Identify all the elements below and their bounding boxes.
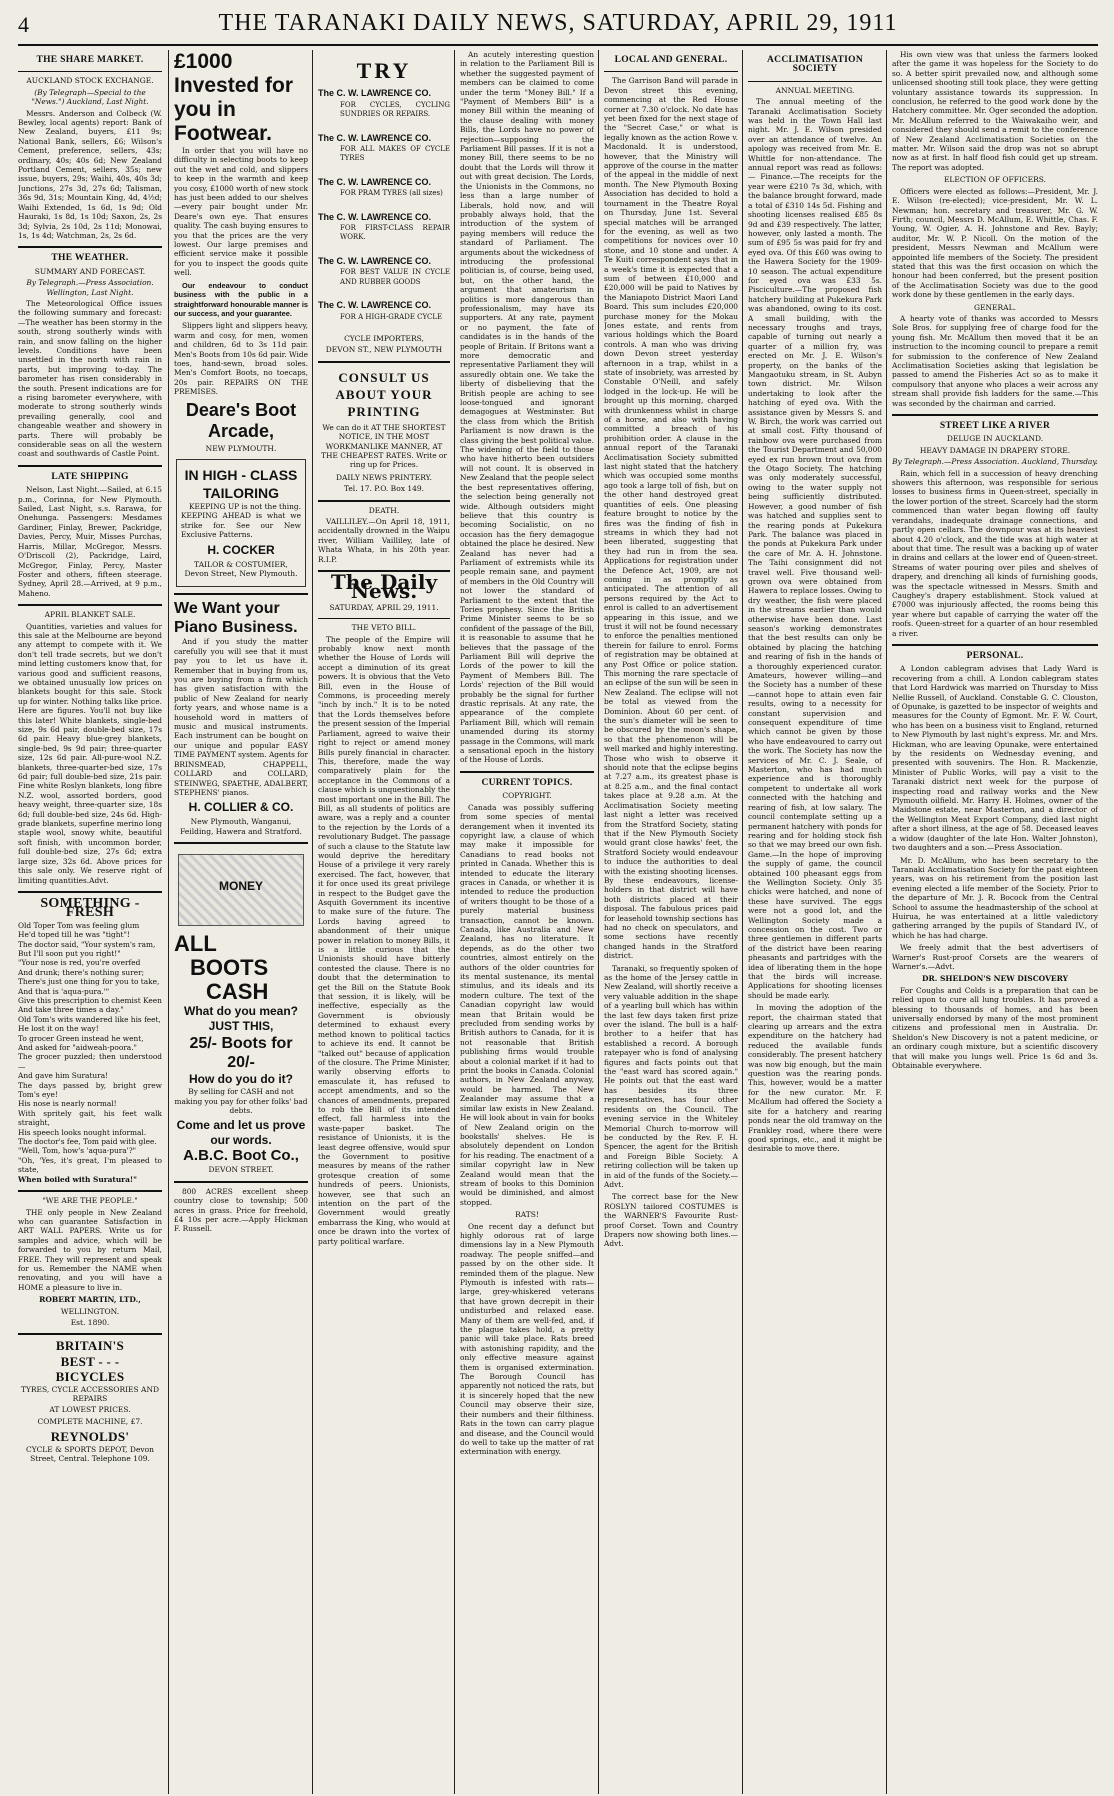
lawrence-name: The C. W. LAWRENCE CO. <box>318 300 432 311</box>
machine-line: COMPLETE MACHINE, £7. <box>37 1416 143 1426</box>
verse-line: And take three times a day." <box>18 1005 124 1015</box>
acclimatisation-body: The annual meeting of the Taranaki Acclimatisation Society was held in the Town Hall last night. Mr. J. E. Wilson presided over an attendance of twelve. An apology was received from Mr. E. Whittle for non-attendance. The annual report was read as follows:— Finance.—The receipts for the year were £210 7s 3d, which, with the balance brought forward, made a total of £310 14s 5d. Fishing and shooting licenses realised £85 8s 9d and £39 respectively. The latter, however, only lasted a month. The sum of £95 5s was paid for fry and eyed ova. Of this £60 was owing to the Hawera Society for the 1909-10 season. The actual expenditure for eyed ova was £33 5s. Pisciculture.—The proposed fish hatchery building at Pukekura Park was abandoned, owing to its cost. A small building, with the necessary troughs and trays, capable of turning out nearly a quarter of a million fry, was erected on Mr. J. E. Wilson's property, on the banks of the Mangaotuku stream, in St. Aubyn town district. Mr. Wilson undertaking to look after the hatching of eyed ova. With the assistance given by Messrs S. and W. Birch, the work was carried out at small cost. Fifty thousand of rainbow ova were purchased from the Tourist Department and 50,000 eyed ex run brown trout ova from the Otago Society. The hatching was only moderately successful, owing to the water supply not being sufficiently distributed. However, a good number of fish was hatched and supplies sent to the rearing ponds at Pukekura Park. The balance was placed in the ponds at Pukekura Park under the care of Mr. A. H. Johnstone. The Taihi consignment did not travel well. Five thousand well-grown ova were obtained from Hawera to replace losses. Owing to dry weather, the fish were placed in the streams earlier than would otherwise have been done. Last season's working demonstrates that the best results can only be obtained by placing the hatching and rearing of fish in the hands of a thoroughly experienced curator. Amateurs, however willing—and the Society has a number of these—cannot hope to attain even fair results, owing to a necessity for constant supervision and consequent expenditure of time which cannot be given by those who have endeavoured to carry out the work. The Society has now the services of Mr. C. J. Seale, of Masterton, who has had much experience and is thoroughly competent to undertake all work connected with the hatching and rearing of fish, at low salary. The council contemplate setting up a permanent hatchery with ponds for rearing and for holding stock fish so that we may breed our own fish. Game.—In the hope of improving the supply of game, the council obtained 100 pheasant eggs from the Wellington Society. Only 35 chicks were hatched, and none of these have survived. The eggs were not a good lot, and the Wellington Society made a concession on the cost. Two or three gentlemen in different parts of the district have been rearing pheasants and partridges with the idea of liberating them in the hope that the birds will increase. Applications for shooting licenses should be made early. <box>748 97 882 1000</box>
personal-body: A London cablegram advises that Lady Ward is recovering from a chill. A London cablegram states that Lord Hardwick was married on Thursday to Miss Nellie Russell, of Auckland. Constable G. C. Clouston, of Opunake, is gazetted to be inspector of weights and measures for the County of Egmont. Mr. F. W. Court, who has been on a business visit to England, returned to New Plymouth by last night's express. Mr. and Mrs. Hickman, who are leaving Opunake, were entertained by the residents on Wednesday evening, and presented with souvenirs. The Hon. R. Mackenzie, Minister of Public Works, will pay a visit to the Taranaki district next week for the purpose of inspecting road and railway works and the New Plymouth oilfield. Mr. Harry H. Holmes, owner of the Maidstone estate, near Masterton, and a director of the Wellington Meat Export Company, died last night after a short illness, at the age of 58. Deceased leaves a widow (daughter of the late Hon. Walter Johnston), two daughters and a son.—Press Association. <box>892 664 1098 853</box>
share-market-heading: THE SHARE MARKET. <box>36 55 144 65</box>
street-river-heading: STREET LIKE A RIVER <box>939 421 1051 432</box>
general-heading: GENERAL. <box>974 302 1016 312</box>
prices-line: AT LOWEST PRICES. <box>49 1405 131 1415</box>
editorial-dateline: SATURDAY, APRIL 29, 1911. <box>329 602 439 612</box>
rats-heading: RATS! <box>515 1210 539 1220</box>
warner-advt: We freely admit that the best advertisers of Warner's Rust-proof Corsets are the wearers of Warner's.—Advt. <box>892 943 1098 971</box>
piano-heading: We Want your Piano Business. <box>174 600 298 637</box>
come-prove: Come and let us prove our words. <box>176 1118 306 1148</box>
lawrence-name: The C. W. LAWRENCE CO. <box>318 255 432 266</box>
acclimatisation-body-2: In moving the adoption of the report, the chairman stated that clearing up arrears and the extra expenditure on the hatchery had reduced the available funds considerably. The present hatchery was now big enough, but the main question was the rearing ponds. This, however, would be a matter for the new curator. Mr. F. McAllum had offered the Society a site for a hatchery and rearing ponds near the old tramway on the Frankley road, where there were good springs, etc., and it might be desirable to move there. <box>748 1003 882 1154</box>
roslyn-advt: The correct base for the New ROSLYN tailored COSTUMES is the WARNER'S Favourite Rust-proof Corset. Town and Country Drapers now showing both lines.—Advt. <box>604 1192 738 1249</box>
blanket-sale-body: Quantities, varieties and values for this sale at the Melbourne are beyond any attempt to compete with it. We don't tell trade secrets, but we don't mind letting customers know that, for various good and sufficient reasons, we obtained unusually low prices on blankets bought for this sale. Stock up for winter. Nothing talks like price. Here are figures. You'll not buy like this later! White blankets, single-bed size, 9s 6d pair, double-bed size, 17s 6d pair. Heavy blue-grey blankets, single-bed, 9s 9d pair; three-quarter size, 12s 6d pair. All-pure-wool N.Z. blankets, three-quarter-bed size, 17s 6d pair; full double-bed size, 21s pair. Fine white Roslyn blankets, long fibre N.Z. wool, assorted borders, good heavy weight, three-quarter size, 18s 6d; full double-bed size, 24s 6d. High-grade blankets, superfine merino long staple wool, snowy white, beautiful soft finish, with uncommon border, full double-bed size, 27s 6d; extra large size, 32s 6d. Above prices for this sale only. We reserve right of limiting quantities.Advt. <box>18 621 162 885</box>
martin-name: ROBERT MARTIN, LTD., <box>39 1295 141 1305</box>
bicycles-line-1: BRITAIN'S <box>55 1338 125 1354</box>
weather-body: The Meteorological Office issues the following summary and forecast:—The weather has been stormy in the south, strong southerly winds with rain, and snow falling on the higher levels. Conditions have been unsettled in the north with rain in parts, but improving to-day. The barometer has risen considerably in the south. Present indications are for a rising barometer everywhere, with moderate to strong southerly winds prevailing generally, cool and changeable weather and showery in parts. There will probably be considerable seas on all the western coast and southwards of Castle Point. <box>18 298 162 459</box>
general-body: A hearty vote of thanks was accorded to Messrs Sole Bros. for supplying free of charge food for the young fish. Mr. McAllum then moved that it be an instruction to the incoming council to prepare a remit for submission to the conference of New Zealand Acclimatisation Societies asking that legislation be passed to amend the Fisheries Act so as to make it compulsory that anyone who places a weir across any stream shall provide fish ladders for the same.—This was seconded by the chairman and carried. <box>892 313 1098 408</box>
personal-body-2: Mr. D. McAllum, who has been secretary to the Taranaki Acclimatisation Society for the past eighteen years, was on his retirement from the position last evening elected a life member of the Society. Prior to the departure of Mr. J. R. Bocock from the Central School to assume the headmastership of the school at Huirua, he was entertained at a little valedictory gathering arranged by the pupils of Standard IV., of which he has had charge. <box>892 855 1098 940</box>
acclimatisation-heading: ACCLIMATISATION SOCIETY <box>767 55 863 75</box>
tailoring-body: KEEPING UP is not the thing. KEEPING AHEAD is what we strike for. See our New Exclusive Patterns. <box>181 501 301 540</box>
abc-firm: A.B.C. Boot Co., <box>183 1147 299 1165</box>
footwear-ad-list: Slippers light and slippers heavy, warm and cosy, for men, women and children, 6d to 3s 11d pair. Men's Boots from 10s 6d pair. Wide toes, hand-sewn, broad soles. Men's Comfort Boots, no toecaps, 20s pair. REPAIRS ON THE PREMISES. <box>174 321 308 397</box>
local-general-body-2: Taranaki, so frequently spoken of as the home of the Jersey cattle in New Zealand, will shortly receive a very valuable addition in the shape of a yearling bull which has within the last few days taken first prize over the island. The bull is a half-brother to a heifer that has established a record. A borough ratepayer who is fond of analysing figures and facts points out that the "east ward has scored again." He points out that the east ward has besides its three representatives, has four other residents on the Council. The evening service in the Whiteley Memorial Church to-morrow will be conducted by the Rev. F. H. Spencer, the agent for the British and Foreign Bible Society. A retiring collection will be taken up in aid of the funds of the Society.—Advt. <box>604 963 738 1189</box>
lawrence-item: FOR PRAM TYRES (all sizes) <box>340 189 443 198</box>
column-rule <box>598 50 599 1794</box>
rats-body: One recent day a defunct but highly odorous rat of large dimensions lay in a New Plymouth roadway. The people sniffed—and passed by on the other side. It reminded them of the plague. New Plymouth is infested with rats—large, grey-whiskered veterans that have grown decrepit in their undisturbed and relaxed ease. Many of them are well-fed, and, if the plague takes hold, a pretty panic will take place. Rats breed with astonishing rapidity, and the only effective measure against them is organised extermination. The Borough Council has apparently not noticed the rats, but it is sincerely hoped that the new Council may observe their size, their numbers and their filthiness. Rats in the town can carry plague and disease, and the Council would do well to take up the matter of rat extermination with energy. <box>460 1221 594 1457</box>
piano-ad <box>174 593 308 836</box>
column-1 <box>18 50 162 1794</box>
tyres-line: TYRES, CYCLE ACCESSORIES AND REPAIRS <box>20 1384 160 1403</box>
share-market-subheading: AUCKLAND STOCK EXCHANGE. <box>26 76 154 86</box>
tailoring-heading: IN HIGH - CLASS TAILORING <box>184 466 298 501</box>
lawrence-item: FOR A HIGH-GRADE CYCLE <box>340 312 443 321</box>
tailoring-ad <box>176 459 306 587</box>
verse-line: He lost it on the way! <box>18 1024 99 1034</box>
verse-line: "Your nose is red, you're overfed <box>18 958 141 968</box>
boots-cash-ad <box>174 842 308 1175</box>
lawrence-name: The C. W. LAWRENCE CO. <box>318 211 432 222</box>
column-rule <box>886 50 887 1794</box>
all-line: ALL <box>174 931 217 957</box>
abc-place: DEVON STREET. <box>208 1165 274 1175</box>
collier-firm: H. COLLIER & CO. <box>188 800 294 815</box>
boots-line: BOOTS <box>190 955 269 981</box>
verse-line: When boiled with Suratura!" <box>18 1174 137 1184</box>
veto-continued: An acutely interesting question in relation to the Parliament Bill is whether the suggested payment of members can be claimed to come under the term "Money Bill." If a "Payment of Members Bill" is a money Bill within the meaning of the clause dealing with money Bills, the Lords have no power of rejection—supposing the Parliament Bill passes. If it is not a money Bill, there seems to be no doubt that the Lords will throw it out with great decision. The Lords, the Unionists in the Commons, no less than a large number of Liberals, hold now, and will probably always hold, that the introduction of the system of paying members will reduce the standard of Parliament. The arguments about the wickedness of introducing the professional politician is, of course, being used, but, on the other hand, the argument that amateurism in politics is more dangerous than professionalism, may have its supporters. At any rate, payment or no payment, the fate of candidates is in the hands of the people of Britain. If Britons want a more democratic and representative Parliament they will assuredly obtain one. We take the liberty of disbelieving that the British people are aching to see loose-tongued and ignorant demagogues at Westminster. But the class from which the British Parliament is now drawn is the class giving the best political value. The widening of the field to those who have hitherto been outsiders will not count. It is observed in New Zealand that the people select the best representatives offering, the selection being generally not wide. Although outsiders might believe that this country is becoming Socialistic, on no occasion has the fiery demagogue obtained the place he desired. New Zealand has never had a Parliament of extremists while its people remain sane, and payment of members in the Old Country will not lower the standard of Parliament to the extent that the Tories prophesy. Since the British Prime Minister seems to be so confident of the passage of the Bill, it is reasonable to assume that he believes that the passage of the Parliament Bill will deprive the Lords of the power to kill the Payment of Members Bill. The Lords' rejection of the Bill would probably be the signal for further drastic reprisals. At any rate, the appearance of the complete Parliament Bill, which will remain unamended during its stormy passage in the Commons, will mark a sensational epoch in the history of the House of Lords. <box>460 50 594 765</box>
people-heading: "WE ARE THE PEOPLE." <box>42 1196 138 1206</box>
local-general-body: The Garrison Band will parade in Devon street this evening, commencing at the Red House corner at 7.30 o'clock. No date has yet been fixed for the next stage of the "Secret Case," or what is legally known as the action Rowe v. Macdonald. It is understood, however, that the Ministry will approve of the course in the matter of the appeal in the middle of next month. The New Plymouth Boxing Association has decided to hold a tournament in the Theatre Royal on Thursday, June 1st. Several special matches will be arranged for the evening, as well as two competitions for novices over 10 stone, and 10 stone and under. A Te Kuiti correspondent says that in a week's time it is expected that a sum of between £10,000 and £20,000 will be paid to Natives by the Maniapoto District Maori Land Board. This sum includes £20,000 purchase money for the Mokau Jones estate, and rents from various holdings which the Board controls. A man who was driving down Devon street yesterday afternoon in a trap, whilst in a state of insobriety, was arrested by Constable O'Neill, and safely lodged in the lock-up. He will be brought up this morning, charged with drunkenness whilst in charge of a horse, and also with having committed a breach of his prohibition order. A clause in the annual report of the Taranaki Acclimatisation Society submitted last night stated that the hatchery which was occupied some months ago took a large toll of fish, but on the other hand destroyed great quantities of eels. One pleasing feature brought to notice by the fires was the finding of fish in streams in which they had not been liberated, suggesting that they had run in from the sea. Applications for registration under the Defence Act, 1909, are not coming in as promptly as anticipated. The attention of all persons required by the Act to enrol is called to an advertisement appearing in this issue, and we trust it will not be found necessary to enforce the penalties mentioned therein for failure to enrol. Forms of registration may be obtained at any Post Office or police station. This morning the rare spectacle of an eclipse of the sun will be seen in New Zealand. The eclipse will not be total as viewed from the Dominion. About 60 per cent. of the sun's diameter will be seen to be obscured by the moon's shape, so that the phenomenon will be well marked and highly interesting. Those who wish to observe it should note that the eclipse begins at 7.27 a.m., its greatest phase is at 8.25 a.m., and the final contact takes place at 9.28 a.m. At the Acclimatisation Society meeting last night a letter was received from the Stratford Society, stating that if the New Plymouth Society would grant close hawks' feet, the Stratford Society would endeavour to induce the authorities to deal with the existing shooting licenses. By these endeavours, license-holders in that district will have both districts placed at their disposal. The fabulous prices paid for leasehold township sections has had no check on speculators, and some sections have recently changed hands in the Stratford district. <box>604 76 738 961</box>
verse-line: "Oh, 'Yes, it's great, I'm pleased to state, <box>18 1155 162 1175</box>
discovery-heading: DR. SHELDON'S NEW DISCOVERY <box>922 974 1068 984</box>
blanket-sale-heading: APRIL BLANKET SALE. <box>44 610 136 620</box>
lawrence-firm: CYCLE IMPORTERS, <box>344 333 424 343</box>
verse-line: To grocer Green instead he went, <box>18 1033 144 1043</box>
river-body: Rain, which fell in a succession of heavy drenching showers this afternoon, was responsible for serious losses to business firms in Queen-street, specially in the lower portion of the street. Scarcely had the storm commenced than water began flowing off faulty verandahs, inadequate drainage connections, and partly open cellars. The downpour was at its heaviest about 4.20 o'clock, and the tide was at high water at about that time. The result was a backing up of water in drains and cellars at the lower end of Queen-street. Streams of water pouring over piles and shelves of drapery, and drenching all kinds of furnishing goods, was the spectacle witnessed in Messrs. Smith and Caughey's drapery establishment. Stock valued at £7000 was injuriously affected, the rooms being this year where but capable of carrying the water off the roofs. Queen-street for a quarter of an hour resembled a river. <box>892 468 1098 638</box>
damage-subheading: HEAVY DAMAGE IN DRAPERY STORE. <box>919 445 1071 455</box>
cocker-sub: TAILOR & COSTUMIER, Devon Street, New Plymouth. <box>184 559 298 578</box>
column-rule <box>742 50 743 1794</box>
selling-cash: By selling for CASH and not making you pay for other folks' bad debts. <box>174 1087 308 1115</box>
verse-line: Give this prescription to chemist Keen <box>18 995 162 1005</box>
lawrence-item: FOR ALL MAKES OF CYCLE TYRES <box>340 145 450 163</box>
collier-sub: New Plymouth, Wanganui, Feilding, Hawera and Stratford. <box>180 817 302 836</box>
lawrence-item: FOR CYCLES, CYCLING SUNDRIES OR REPAIRS. <box>340 100 450 119</box>
election-body: Officers were elected as follows:—President, Mr. J. E. Wilson (re-elected); vice-president, Mr. W. L. Newman; hon. secretary and treasurer, Mr. G. W. Firth; council, Messrs D. McAllum, E. Whittle, Chas. F. Young, W. Ogier, A. H. Johnstone and Rev. Bayly; auditor, Mr. W. P. Nicoll. On the motion of the president, Messrs Newman and McAllum were appointed life members of the Society. The president stated that this was the first occasion on which the honour had been conferred, but the present position of the Acclimatisation Society was due to the good work done by these gentlemen in the early days. <box>892 186 1098 300</box>
verse-line: With spritely gait, his feet walk straight, <box>18 1108 162 1128</box>
verse-line: He'd toped till he was "tight"! <box>18 930 130 940</box>
page-number: 4 <box>18 12 29 37</box>
lawrence-name: The C. W. LAWRENCE CO. <box>318 88 432 99</box>
just-this: JUST THIS, <box>208 1019 274 1034</box>
veto-heading: THE VETO BILL. <box>351 623 417 633</box>
footwear-ad-heading: £1000 Invested for you in Footwear. <box>174 50 294 145</box>
lawrence-name: The C. W. LAWRENCE CO. <box>318 176 432 187</box>
people-body: THE only people in New Zealand who can guarantee Satisfaction in ART WALL PAPERS. Write us for samples and advice, which will be forwarded to you by return Mail, FREE. They will represent and speak for us. Remember the NAME when renovating, and you will have a HOME a pleasure to live in. <box>18 1207 162 1292</box>
deares-firm: Deare's Boot Arcade, <box>185 399 297 441</box>
printing-body: We can do it AT THE SHORTEST NOTICE, IN THE MOST WORKMANLIKE MANNER, AT THE CHEAPEST RATES. Write or ring up for Prices. <box>321 422 447 470</box>
something-fresh-heading: SOMETHING - FRESH <box>40 895 140 921</box>
verse-line: The grocer puzzled; then understood— <box>18 1052 162 1071</box>
veto-body: The people of the Empire will probably know next month whether the House of Lords will accept a diminution of its great powers. It is obvious that the Veto Bill, even in the House of Commons, is proceeding merely "inch by inch." It is to be noted that the Lords themselves before the present session of the Imperial Parliament, agreed to waive their right to reject or amend money Bills purely financial in character. This, therefore, made the way comparatively plain for the acceptance in the Commons of a clause which is unquestionably the most important one in the Bill. The Bill, as all students of politics are aware, was a reply and a counter to the rejection by the Lords of a revolutionary Budget. The passage of such a clause to the Statute law would deprive the hereditary House of a privilege it very rarely exercised. The fact, however, that it for once used its great privilege in respect to the Budget gave the Asquith Government its incentive to make sure of the future. The Lords having agreed to abandonment of their unique power in relation to money Bills, it is a little curious that the Unionists should have bitterly contested the clause. There is no doubt that the determination to get the Bill on the Statute Book that session, it is likely, will be ineffective, especially as the Government is obviously determined to exhaust every method known to political tactics to achieve its end. It cannot be "talked out" because of application of the closure. The Prime Minister, warily observing efforts to emasculate it, has refused to accept amendments, and so the chances of amendments, prepared to rob the Bill of its intended effect, fall harmless into the waste-paper basket. The resistance of Unionists, it is the least degree offensive, would spur the Government to positive measures by means of the rather grotesque creation of some hundreds of peers. Unionists, however, see that such an intention on the part of the Government would greatly embarrass the King, who would at once be drawn into the vortex of party political warfare. <box>318 634 450 1246</box>
columns <box>18 46 1098 1794</box>
what-mean: What do you mean? <box>184 1004 298 1019</box>
deluge-subheading: DELUGE IN AUCKLAND. <box>946 434 1044 444</box>
shipping-heading: LATE SHIPPING <box>51 471 129 482</box>
election-heading: ELECTION OF OFFICERS. <box>943 175 1047 185</box>
lawrence-item: FOR BEST VALUE IN CYCLE AND RUBBER GOODS <box>340 268 450 286</box>
bicycles-line-2: BEST - - - <box>60 1353 120 1369</box>
river-byline: By Telegraph.—Press Association. Auckland, Thursday. <box>892 457 1098 467</box>
acclimatisation-subheading: ANNUAL MEETING. <box>775 85 855 95</box>
share-market-byline: (By Telegraph—Special to the "News.") Auckland, Last Night. <box>31 87 149 107</box>
bicycles-line-3: BICYCLES <box>55 1369 125 1385</box>
suratura-verse <box>18 921 162 1184</box>
share-market-body: Messrs. Anderson and Colbeck (W. Bewley, local agents) report: Bank of New Zealand, buyers, £11 9s; National Bank, sellers, £6; Wilson's Cement, preference, sellers, 43s; ordinary, 40s; 40s 6d; New Zealand Portland Cement, sellers, 35s; new issue, buyers, 29s; Waihi, 40s, 40s 3d; Junctions, 27s 3d, 27s 6d; Talisman, 36s 9d, 31s; Mountain King, 4d, 4½d; Waihi Extended, 1s 6d, 1s 9d; Old Hauraki, 1s 8d, 1s 10d; Saxon, 2s, 2s 3d; Sylvia, 2s 10d, 2s 11d; Monowai, 1s, 1s 4d; Watchman, 2s, 2s 6d. <box>18 108 162 240</box>
column-2 <box>174 50 308 1794</box>
verse-line: "Well, Tom, how's 'aqua-pura'?" <box>18 1146 137 1156</box>
verse-line: There's just one thing for you to take, <box>18 977 160 987</box>
column-rule <box>168 50 169 1794</box>
shipping-body: Nelson, Last Night.—Sailed, at 6.15 p.m., Corinna, for New Plymouth. Sailed, Last Night, s.s. Rarawa, for Onehunga. Passengers: Mesdames Gardiner, Finlay, Brewer, Packridge, Davies, Percy, Muir, Misses Purchas, Harris, Millar, McGregor, Messrs. O'Driscoll (2), Packridge, Laird, McGregor, Finlay, Percy, Master Foster and others, fifteen steerage. Sydney, April 28.—Arrived, at 9 p.m., Maheno. <box>18 485 162 598</box>
discovery-body: For Coughs and Colds is a preparation that can be relied upon to cure all lung troubles. It has proved a blessing to thousands of homes, and has been universally endorsed by many of the most prominent citizens and professional men in Australia. Dr. Sheldon's New Discovery is not a patent medicine, or an ordinary cough mixture, but a scientific discovery that will make you lungs well. Price 1s 6d and 3s. Obtainable everywhere. <box>892 985 1098 1071</box>
lawrence-place: DEVON ST., NEW PLYMOUTH <box>325 345 443 355</box>
reynolds-sub: CYCLE & SPORTS DEPOT, Devon Street, Central. Telephone 109. <box>26 1444 154 1464</box>
lawrence-name: The C. W. LAWRENCE CO. <box>318 132 432 143</box>
verse-line: Old Tom's wits wandered like his feet, <box>18 1014 161 1024</box>
printery-name: DAILY NEWS PRINTERY. <box>336 472 432 482</box>
printery-tel: Tel. 17. P.O. Box 149. <box>343 484 425 494</box>
martin-place: WELLINGTON. <box>60 1306 120 1316</box>
piano-body: And if you study the matter carefully you will see that it must pay you to let us have it. Remember that in buying from us, you are buying from a firm which has given satisfaction with the public of New Zealand for nearly forty years, and whose name is a household word in matters of music and musical instruments. Each instrument can be bought on our unique and popular EASY TIME PAYMENT system. Agents for BRINSMEAD, CHAPPELL, COLLARD and COLLARD, STEINWEG, SPAETHE, ADALBERT, STEPHENS' pianos. <box>174 637 308 797</box>
column-6 <box>748 50 882 1794</box>
money-illustration <box>178 854 304 926</box>
verse-line: And gave him Suratura! <box>18 1071 109 1081</box>
verse-line: His speech looks nought informal. <box>18 1127 147 1137</box>
death-heading: DEATH. <box>368 505 400 515</box>
column-rule <box>312 50 313 1794</box>
footwear-ad-guarantee: Our endeavour to conduct business with the public in a straightforward honourable manner is our success, and your guarantee. <box>174 280 308 318</box>
personal-heading: PERSONAL. <box>966 650 1024 661</box>
masthead <box>18 6 1098 46</box>
local-general-heading: LOCAL AND GENERAL. <box>614 55 728 65</box>
copyright-heading: COPYRIGHT. <box>502 791 552 801</box>
verse-line: Old Toper Tom was feeling glum <box>18 920 140 930</box>
column-7 <box>892 50 1098 1794</box>
verse-line: But I'll soon put you right!" <box>18 948 121 958</box>
money-label: MONEY <box>218 879 263 894</box>
boots-price: 25/- Boots for 20/- <box>189 1035 293 1072</box>
weather-byline: By Telegraph.—Press Association. Wellington, Last Night. <box>26 278 154 297</box>
death-notice: VAILLILEY.—On April 18, 1911, accidentally drowned in the Waipu river, William Vailliley, late of Whata Whata, in his 20th year. R.I.P. <box>318 516 450 564</box>
footwear-ad-body: In order that you will have no difficulty in selecting boots to keep out the wet and cold, and slippers to keep in the warmth and keep you cosy, £1000 worth of new stock has just been added to our shelves—every pair bought under Mr. Deare's own eye. That ensures quality. The cash buying ensures to you that the prices are the very lowest. Our large premises and efficient service make it possible for you to inspect the goods quite well. <box>174 146 308 278</box>
current-topics-heading: CURRENT TOPICS. <box>481 777 573 788</box>
column-4 <box>460 50 594 1794</box>
weather-heading: THE WEATHER. <box>51 253 129 264</box>
martin-est: Est. 1890. <box>70 1317 110 1327</box>
lawrence-item: FOR FIRST-CLASS REPAIR WORK. <box>340 224 450 242</box>
reynolds-name: REYNOLDS' <box>50 1429 130 1445</box>
cash-line: CASH <box>206 979 269 1005</box>
how-do: How do you do it? <box>189 1072 293 1087</box>
weather-subheading: SUMMARY AND FORECAST. <box>34 266 146 276</box>
acclimatisation-continued: His own view was that unless the farmers looked after the game it was hopeless for the Society to do so. A better spirit prevailed now, and although some unlicensed shooting still took place, they were getting voluntary assistance towards its suppression. In conclusion, he referred to the good work done by the Hatchery committee. Mr. Oger seconded the adoption. Mr. McAllum referred to the Waiwakaiho weir, and considered they should send a remit to the conference of New Zealand Acclimatisation Societies on the matter. Mr. Wilson said the drop was not so abrupt now as at first. In half flood fish could get up stream. The report was adopted. <box>892 50 1098 172</box>
deares-place: NEW PLYMOUTH. <box>205 443 277 453</box>
verse-line: His nose is nearly normal! <box>18 1099 117 1109</box>
verse-line: The doctor said, "Your system's ram, <box>18 939 156 949</box>
newspaper-title: THE TARANAKI DAILY NEWS, SATURDAY, APRIL 29, 1911 <box>218 10 898 36</box>
column-5 <box>604 50 738 1794</box>
column-rule <box>454 50 455 1794</box>
acres-text: 800 ACRES excellent sheep country close to township; 500 acres in grass. Price for freehold, £4 10s per acre.—Apply Hickman F. Russell. <box>174 1186 308 1234</box>
verse-line: And asked for "aidweah-poora." <box>18 1043 137 1052</box>
verse-line: And drunk; there's nothing surer; <box>18 967 145 977</box>
daily-news-flag: The Daily News. <box>330 570 438 604</box>
verse-line: The doctor's fee, Tom paid with glee. <box>18 1137 157 1147</box>
column-3 <box>318 50 450 1794</box>
copyright-body: Canada was possibly suffering from some species of mental derangement when it invented its copyright law, a clause of which may make it impossible for Canadians to read books not printed in Canada. Whether this is intended to educate the literary graces in Canada, or whether it is intended to reduce the production of writers thought to be those of a purely material business transaction, cannot be known. Canada, like Australia and New Zealand, has no literature. It depends, as do the other two countries, almost entirely on the authors of the older countries for its mental sustenance, its mental stimulus, and its ideals and its modern culture. The text of the Canadian copyright law would mean that Britain would be precluded from sending works by British authors to Canada, for it is not reasonable that British publishing firms would trouble about a colonial market if it had to print the books in Canada. Colonial authors, in New Zealand anyway, would be harmed. The New Zealander may assume that a similar law exists in New Zealand. He will look about in vain for books of New Zealand origin on the bookstalls' shelves. He is absolutely dependent on London for his reading. The enactment of a similar copyright law in New Zealand would mean that the stream of books to this Dominion would be diminished, and almost stopped. <box>460 802 594 1207</box>
acres-ad <box>174 1181 308 1234</box>
cocker-firm: H. COCKER <box>207 542 275 557</box>
verse-line: And that is 'aqua-pura.'" <box>18 986 110 996</box>
printing-heading: CONSULT US ABOUT YOUR PRINTING <box>335 369 433 419</box>
verse-line: The days passed by, bright grew Tom's eye! <box>18 1080 162 1100</box>
try-heading: TRY <box>356 58 412 83</box>
